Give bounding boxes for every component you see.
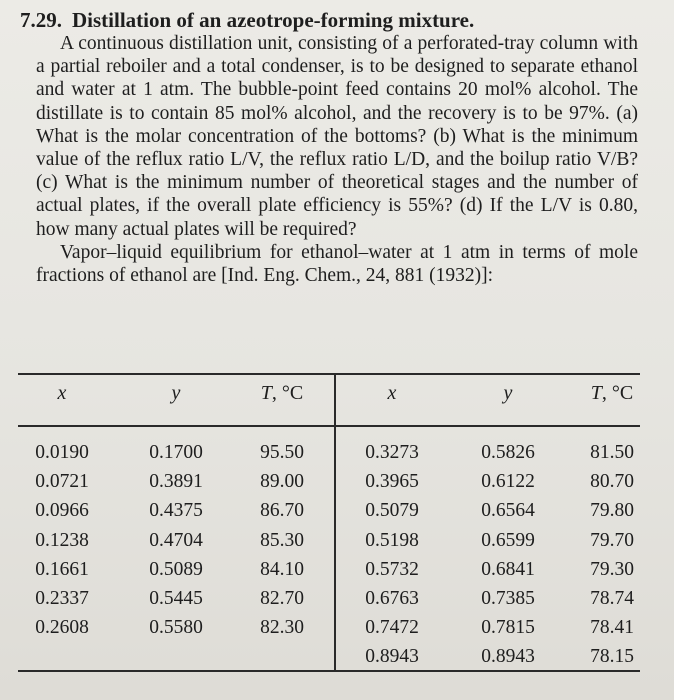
table-cell-temp-left: 82.70 xyxy=(260,588,304,609)
table-cell-y-right: 0.5826 xyxy=(481,442,535,463)
problem-statement: A continuous distillation unit, consisting of a perforated-tray column with a partial reboiler and a total condenser, is to be designed to separate ethanol and water at 1 atm. The bubble-point feed contains 20 mol% alcohol. The distillate is to contain 85 mol% alcohol, and the recovery is to be 97%. (a) What is the molar concentration of the bottoms? (b) What is the minimum value of the reflux ratio L/V, the reflux ratio L/D, and the boilup ratio V/B? (c) What is the minimum number of theoretical stages and the number of actual plates, if the overall plate efficiency is 55%? (d) If the L/V is 0.80, how many actual plates will be required? xyxy=(36,33,638,240)
table-cell-x-left: 0.2608 xyxy=(35,617,89,639)
table-cell-temp-right: 81.50 xyxy=(590,442,634,463)
table-cell-y-right: 0.6122 xyxy=(481,471,535,493)
table-cell-x-right: 0.8943 xyxy=(365,646,419,668)
table-column-divider xyxy=(334,374,336,670)
table-cell-y-left: 0.5445 xyxy=(149,588,203,609)
table-cell-y-right: 0.8943 xyxy=(481,646,535,668)
problem-block xyxy=(20,8,638,287)
table-cell-temp-right: 78.15 xyxy=(590,646,634,668)
header-temp-left: T, °C xyxy=(260,382,304,404)
table-cell-y-left: 0.4375 xyxy=(149,500,203,522)
table-cell-x-left: 0.0190 xyxy=(35,442,89,463)
table-cell-y-right: 0.6599 xyxy=(481,529,535,551)
table-cell-x-left: 0.2337 xyxy=(35,588,89,609)
table-cell-y-left: 0.3891 xyxy=(149,471,203,493)
problem-number: 7.29. xyxy=(20,8,62,32)
table-cell-x-left: 0.1238 xyxy=(35,529,89,551)
header-x-left: x xyxy=(57,382,67,404)
problem-heading xyxy=(20,8,638,32)
table-cell-x-left: 0.0721 xyxy=(35,471,89,493)
table-bottom-rule xyxy=(18,670,640,672)
table-header-rule xyxy=(18,425,640,427)
table-cell-x-right: 0.3965 xyxy=(365,471,419,493)
header-x-right: x xyxy=(387,382,397,404)
table-cell-temp-left: 84.10 xyxy=(260,558,304,580)
table-cell-temp-left: 89.00 xyxy=(260,471,304,493)
table-cell-temp-right: 78.74 xyxy=(590,588,634,609)
problem-title: Distillation of an azeotrope-forming mixture. xyxy=(72,8,475,32)
table-cell-temp-right: 80.70 xyxy=(590,471,634,493)
table-cell-x-left: 0.1661 xyxy=(35,558,89,580)
table-cell-x-right: 0.3273 xyxy=(365,442,419,463)
table-cell-temp-left: 85.30 xyxy=(260,529,304,551)
table-cell-temp-right: 79.30 xyxy=(590,558,634,580)
table-cell-x-left: 0.0966 xyxy=(35,500,89,522)
table-cell-x-right: 0.6763 xyxy=(365,588,419,609)
table-cell-y-right: 0.7385 xyxy=(481,588,535,609)
table-cell-y-right: 0.7815 xyxy=(481,617,535,639)
table-cell-x-right: 0.7472 xyxy=(365,617,419,639)
table-cell-y-left: 0.4704 xyxy=(149,529,203,551)
header-y-right: y xyxy=(503,382,513,404)
table-cell-y-right: 0.6841 xyxy=(481,558,535,580)
header-y-left: y xyxy=(171,382,181,404)
table-cell-y-right: 0.6564 xyxy=(481,500,535,522)
table-cell-x-right: 0.5198 xyxy=(365,529,419,551)
table-cell-y-left: 0.5580 xyxy=(149,617,203,639)
table-cell-temp-left: 82.30 xyxy=(260,617,304,639)
table-cell-y-left: 0.1700 xyxy=(149,442,203,463)
vle-intro: Vapor–liquid equilibrium for ethanol–water at 1 atm in terms of mole fractions of ethanol are [Ind. Eng. Chem., 24, 881 (1932)]: xyxy=(36,241,638,287)
table-top-rule xyxy=(18,373,640,375)
table-cell-temp-left: 95.50 xyxy=(260,442,304,463)
table-cell-temp-right: 78.41 xyxy=(590,617,634,639)
table-cell-temp-left: 86.70 xyxy=(260,500,304,522)
table-cell-x-right: 0.5079 xyxy=(365,500,419,522)
table-cell-x-right: 0.5732 xyxy=(365,558,419,580)
header-temp-right: T, °C xyxy=(590,382,634,404)
table-cell-y-left: 0.5089 xyxy=(149,558,203,580)
table-cell-temp-right: 79.80 xyxy=(590,500,634,522)
table-cell-temp-right: 79.70 xyxy=(590,529,634,551)
